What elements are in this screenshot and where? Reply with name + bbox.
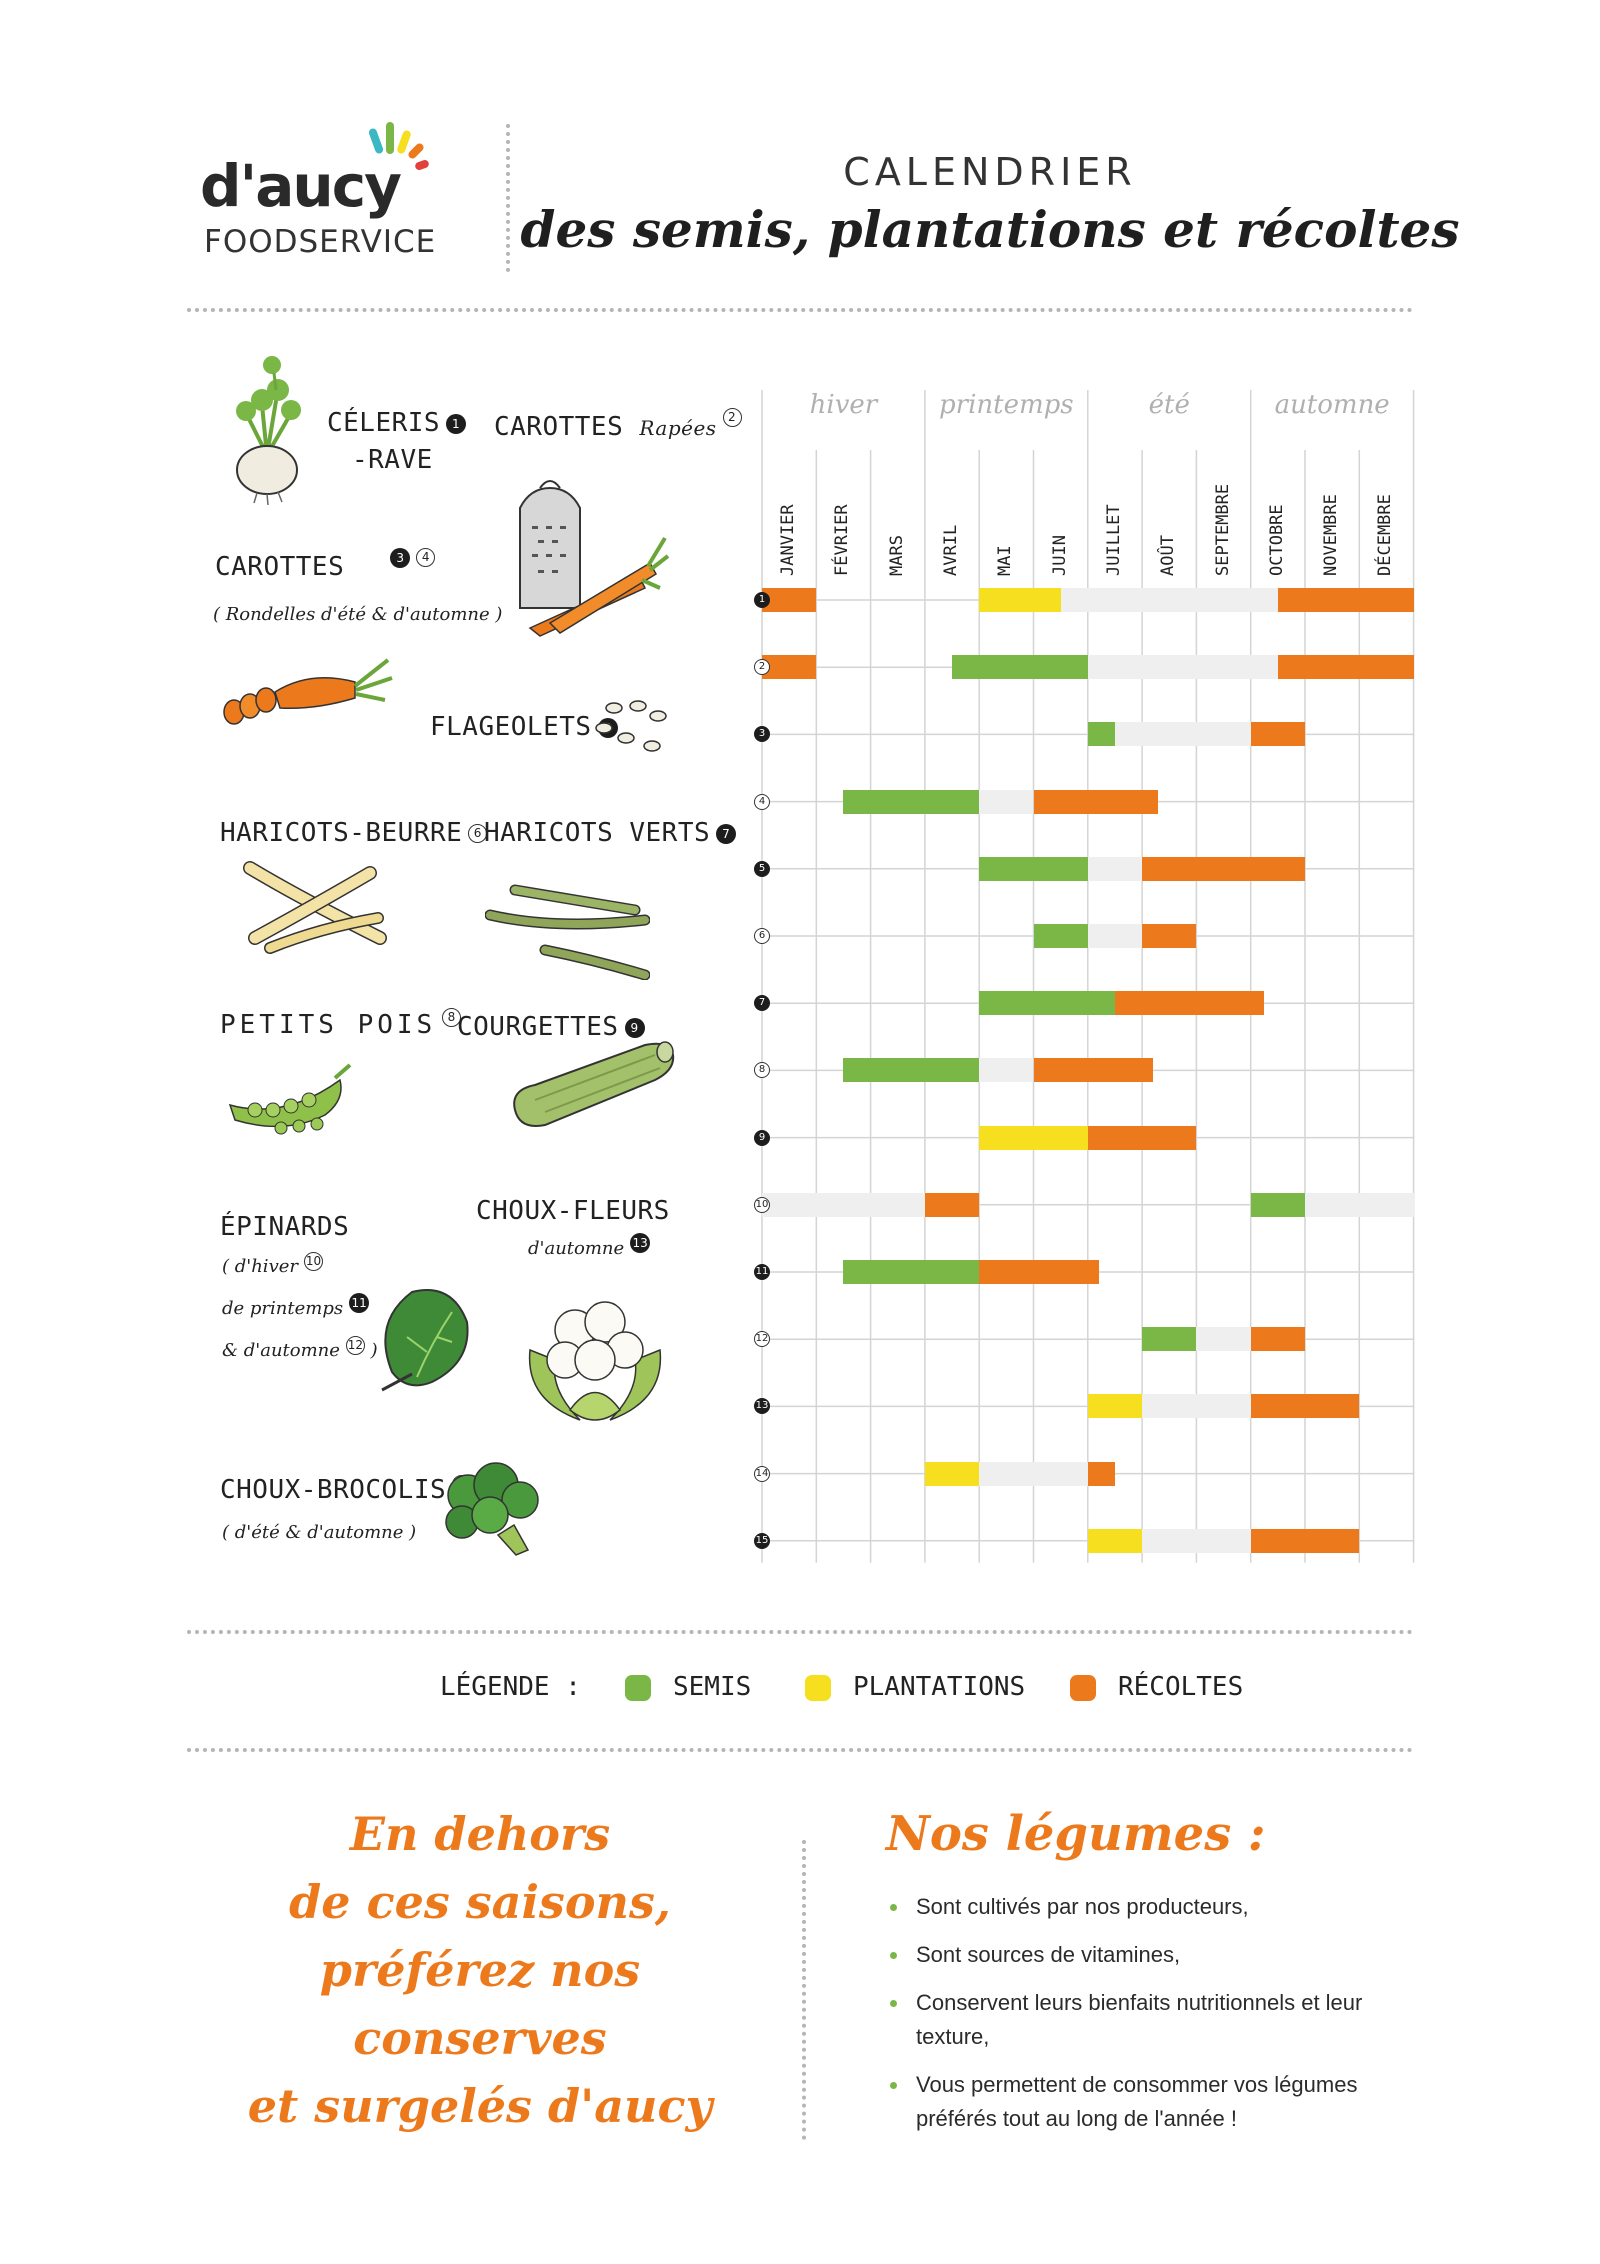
calendar-bar-recoltes xyxy=(1088,1126,1197,1150)
divider xyxy=(187,308,1413,312)
list-item: Vous permettent de consommer vos légumes préférés tout au long de l'année ! xyxy=(888,2068,1408,2136)
logo-ray xyxy=(407,142,425,160)
vegetable-label-butter-beans xyxy=(220,818,487,848)
calendar-bar-inactive xyxy=(1196,1327,1250,1351)
promo-line: En dehors xyxy=(349,1807,611,1861)
promo-line: conserves xyxy=(353,2011,607,2065)
legend-label: RÉCOLTES xyxy=(1118,1672,1244,1702)
month-label: JUIN xyxy=(1049,535,1070,576)
logo-ray xyxy=(414,159,430,171)
calendar-bar-inactive xyxy=(762,1193,925,1217)
calendar-bar-inactive xyxy=(979,1058,1033,1082)
promo-text xyxy=(230,1800,730,2140)
nos-legumes-list xyxy=(888,1890,1408,2150)
row-number-badge: 11 xyxy=(754,1264,770,1280)
header-divider xyxy=(506,124,510,272)
page-subtitle: des semis, plantations et récoltes xyxy=(520,200,1460,259)
carrot-slices-icon xyxy=(220,650,395,734)
row-number-badge: 13 xyxy=(754,1398,770,1414)
calendar-bar-plantations xyxy=(979,1126,1088,1150)
legend xyxy=(440,1672,1244,1716)
calendar-bar-recoltes xyxy=(1251,722,1305,746)
vegetable-label-cauliflower: CHOUX-FLEURS xyxy=(476,1196,670,1226)
brand-subtitle: FOODSERVICE xyxy=(204,224,437,260)
season-label: hiver xyxy=(809,390,878,420)
calendar-bar-plantations xyxy=(925,1462,979,1486)
legend-swatch xyxy=(625,1675,651,1701)
calendar-bar-recoltes xyxy=(1034,790,1159,814)
legend-title: LÉGENDE : xyxy=(440,1672,581,1702)
calendar-chart xyxy=(740,390,1420,1570)
promo-line: préférez nos xyxy=(319,1943,641,1997)
vegetable-label-green-beans xyxy=(484,818,736,848)
calendar-bar-inactive xyxy=(1088,857,1142,881)
carrot-grater-icon xyxy=(500,478,670,642)
list-item: Sont cultivés par nos producteurs, xyxy=(888,1890,1408,1924)
calendar-bar-recoltes xyxy=(1251,1327,1305,1351)
row-number-badge: 7 xyxy=(754,995,770,1011)
calendar-bar-inactive xyxy=(979,1462,1088,1486)
row-number-badge: 6 xyxy=(754,928,770,944)
broccoli-icon xyxy=(438,1460,548,1564)
spinach-icon xyxy=(372,1282,482,1401)
calendar-bar-inactive xyxy=(1088,924,1142,948)
vegetable-number-badge: 8 xyxy=(442,1008,461,1027)
month-label: AVRIL xyxy=(941,524,962,576)
row-number-badge: 10 xyxy=(754,1197,770,1213)
flageolet-beans-icon xyxy=(594,694,674,768)
green-beans-icon xyxy=(485,880,650,984)
row-number-badge: 4 xyxy=(754,794,770,810)
legend-label: PLANTATIONS xyxy=(853,1672,1026,1702)
month-label: SEPTEMBRE xyxy=(1212,483,1233,576)
month-label: JUILLET xyxy=(1103,504,1124,576)
vegetable-sub-spinach-autumn xyxy=(222,1337,378,1361)
vegetable-sub-spinach-winter xyxy=(222,1253,323,1277)
calendar-bar-semis xyxy=(1142,1327,1196,1351)
nos-legumes-title: Nos légumes : xyxy=(886,1806,1266,1862)
calendar-bar-recoltes xyxy=(1142,924,1196,948)
vegetable-number-badge: 12 xyxy=(346,1336,365,1355)
row-number-badge: 1 xyxy=(754,592,770,608)
vegetable-sub-text: ( d'hiver xyxy=(222,1256,298,1277)
calendar-bar-semis xyxy=(979,991,1115,1015)
vegetable-number-badge: 13 xyxy=(630,1233,650,1253)
legend-swatch xyxy=(1070,1675,1096,1701)
vegetable-sub-text: & d'automne xyxy=(222,1340,340,1361)
brand-logo: d'aucy xyxy=(200,152,400,220)
calendar-bar-semis xyxy=(843,1058,979,1082)
vegetable-label-spinach: ÉPINARDS xyxy=(220,1212,350,1242)
month-label: DÉCEMBRE xyxy=(1375,494,1396,576)
divider xyxy=(187,1630,1413,1634)
promo-line: et surgelés d'aucy xyxy=(247,2079,713,2133)
calendar-bar-recoltes xyxy=(1115,991,1264,1015)
row-number-badge: 2 xyxy=(754,659,770,675)
vegetable-number-badge: 1 xyxy=(446,414,466,434)
month-label: JANVIER xyxy=(778,504,799,576)
calendar-bar-recoltes xyxy=(1088,1462,1115,1486)
calendar-bar-semis xyxy=(1251,1193,1305,1217)
zucchini-icon xyxy=(505,1030,680,1134)
row-number-badge: 8 xyxy=(754,1062,770,1078)
row-number-badge: 9 xyxy=(754,1130,770,1146)
vegetable-name: CAROTTES xyxy=(215,552,345,582)
calendar-bar-semis xyxy=(979,857,1088,881)
vegetable-sub-text: de printemps xyxy=(222,1298,344,1319)
legend-item-plantations xyxy=(805,1672,1025,1702)
divider xyxy=(187,1748,1413,1752)
calendar-bar-recoltes xyxy=(1034,1058,1153,1082)
cauliflower-icon xyxy=(520,1290,670,1434)
vegetable-label-flageolets xyxy=(430,712,618,742)
vegetable-label-peas xyxy=(220,1010,461,1040)
calendar-bar-recoltes xyxy=(979,1260,1098,1284)
row-number-badge: 15 xyxy=(754,1533,770,1549)
calendar-bar-recoltes xyxy=(1251,1529,1360,1553)
calendar-bar-inactive xyxy=(979,790,1033,814)
vegetable-name: CHOUX-BROCOLIS xyxy=(220,1475,447,1505)
vegetable-sub-cauliflower xyxy=(528,1238,650,1259)
month-label: MARS xyxy=(886,535,907,576)
logo-ray xyxy=(368,127,384,154)
vegetable-number-badge: 10 xyxy=(304,1252,323,1271)
calendar-bar-plantations xyxy=(979,588,1060,612)
vegetable-name: CAROTTES xyxy=(494,412,624,442)
legend-item-semis xyxy=(625,1672,751,1702)
calendar-bar-semis xyxy=(1034,924,1088,948)
month-label: OCTOBRE xyxy=(1266,504,1287,576)
vegetable-name: FLAGEOLETS xyxy=(430,712,592,742)
calendar-bar-inactive xyxy=(1061,588,1278,612)
calendar-bar-semis xyxy=(843,790,979,814)
vegetable-sub-carrot-slices: ( Rondelles d'été & d'automne ) xyxy=(213,604,503,625)
season-label: automne xyxy=(1274,390,1390,420)
row-number-badge: 14 xyxy=(754,1466,770,1482)
calendar-bar-recoltes xyxy=(1278,655,1414,679)
calendar-bar-recoltes xyxy=(762,655,816,679)
list-item: Sont sources de vitamines, xyxy=(888,1938,1408,1972)
month-label: FÉVRIER xyxy=(832,504,853,576)
vegetable-label-grated-carrots xyxy=(494,412,742,442)
vegetable-sub-text: ) xyxy=(370,1340,378,1361)
row-number-badge: 5 xyxy=(754,861,770,877)
celeriac-icon xyxy=(222,345,312,509)
season-label: printemps xyxy=(939,390,1074,420)
legend-label: SEMIS xyxy=(673,1672,752,1702)
legend-item-recoltes xyxy=(1070,1672,1243,1702)
month-label: NOVEMBRE xyxy=(1321,494,1342,576)
month-label: MAI xyxy=(995,545,1016,576)
calendar-bar-plantations xyxy=(1088,1529,1142,1553)
calendar-bar-inactive xyxy=(1088,655,1278,679)
vegetable-sub-text: d'automne xyxy=(528,1238,625,1259)
vegetable-sub-broccoli: ( d'été & d'automne ) xyxy=(222,1522,417,1543)
calendar-bar-recoltes xyxy=(762,588,816,612)
vegetable-number-badge: 11 xyxy=(349,1293,369,1313)
calendar-bar-recoltes xyxy=(1142,857,1305,881)
vegetable-number-badge: 9 xyxy=(625,1018,645,1038)
vegetable-number-badge: 4 xyxy=(416,548,435,567)
calendar-bar-inactive xyxy=(1142,1529,1251,1553)
vegetable-sub-spinach-spring xyxy=(222,1298,369,1319)
month-label: AOÛT xyxy=(1158,535,1179,576)
vegetable-label-carrot-slices xyxy=(215,552,435,582)
footer-divider xyxy=(802,1840,806,2140)
calendar-bar-recoltes xyxy=(1278,588,1414,612)
row-number-badge: 12 xyxy=(754,1331,770,1347)
calendar-bar-semis xyxy=(952,655,1088,679)
legend-swatch xyxy=(805,1675,831,1701)
calendar-bar-plantations xyxy=(1088,1394,1142,1418)
vegetable-name: COURGETTES xyxy=(457,1012,619,1042)
page-title: CALENDRIER xyxy=(843,150,1137,194)
vegetable-name: PETITS POIS xyxy=(220,1010,437,1040)
calendar-bar-inactive xyxy=(1305,1193,1414,1217)
vegetable-suffix: Rapées xyxy=(639,416,717,440)
calendar-bar-semis xyxy=(843,1260,979,1284)
calendar-bar-inactive xyxy=(1142,1394,1251,1418)
vegetable-number-badge: 3 xyxy=(390,548,410,568)
vegetable-name: CÉLERIS xyxy=(327,408,441,438)
list-item: Conservent leurs bienfaits nutritionnels et leur texture, xyxy=(888,1986,1408,2054)
vegetable-label-celeriac-line2: -RAVE xyxy=(352,445,433,475)
season-label: été xyxy=(1148,390,1190,420)
calendar-bar-recoltes xyxy=(925,1193,979,1217)
vegetable-number-badge: 7 xyxy=(716,824,736,844)
calendar-bar-recoltes xyxy=(1251,1394,1360,1418)
logo-ray xyxy=(396,129,412,154)
promo-line: de ces saisons, xyxy=(289,1875,671,1929)
vegetable-name: HARICOTS VERTS xyxy=(484,818,711,848)
vegetable-name: HARICOTS-BEURRE xyxy=(220,818,463,848)
peas-icon xyxy=(225,1060,355,1139)
vegetable-number-badge: 2 xyxy=(723,408,742,427)
vegetable-number-badge: 6 xyxy=(468,824,487,843)
vegetable-label-celeriac xyxy=(327,408,466,438)
calendar-bar-semis xyxy=(1088,722,1115,746)
row-number-badge: 3 xyxy=(754,726,770,742)
butter-beans-icon xyxy=(240,858,390,962)
calendar-bar-inactive xyxy=(1115,722,1251,746)
logo-ray xyxy=(386,122,394,154)
